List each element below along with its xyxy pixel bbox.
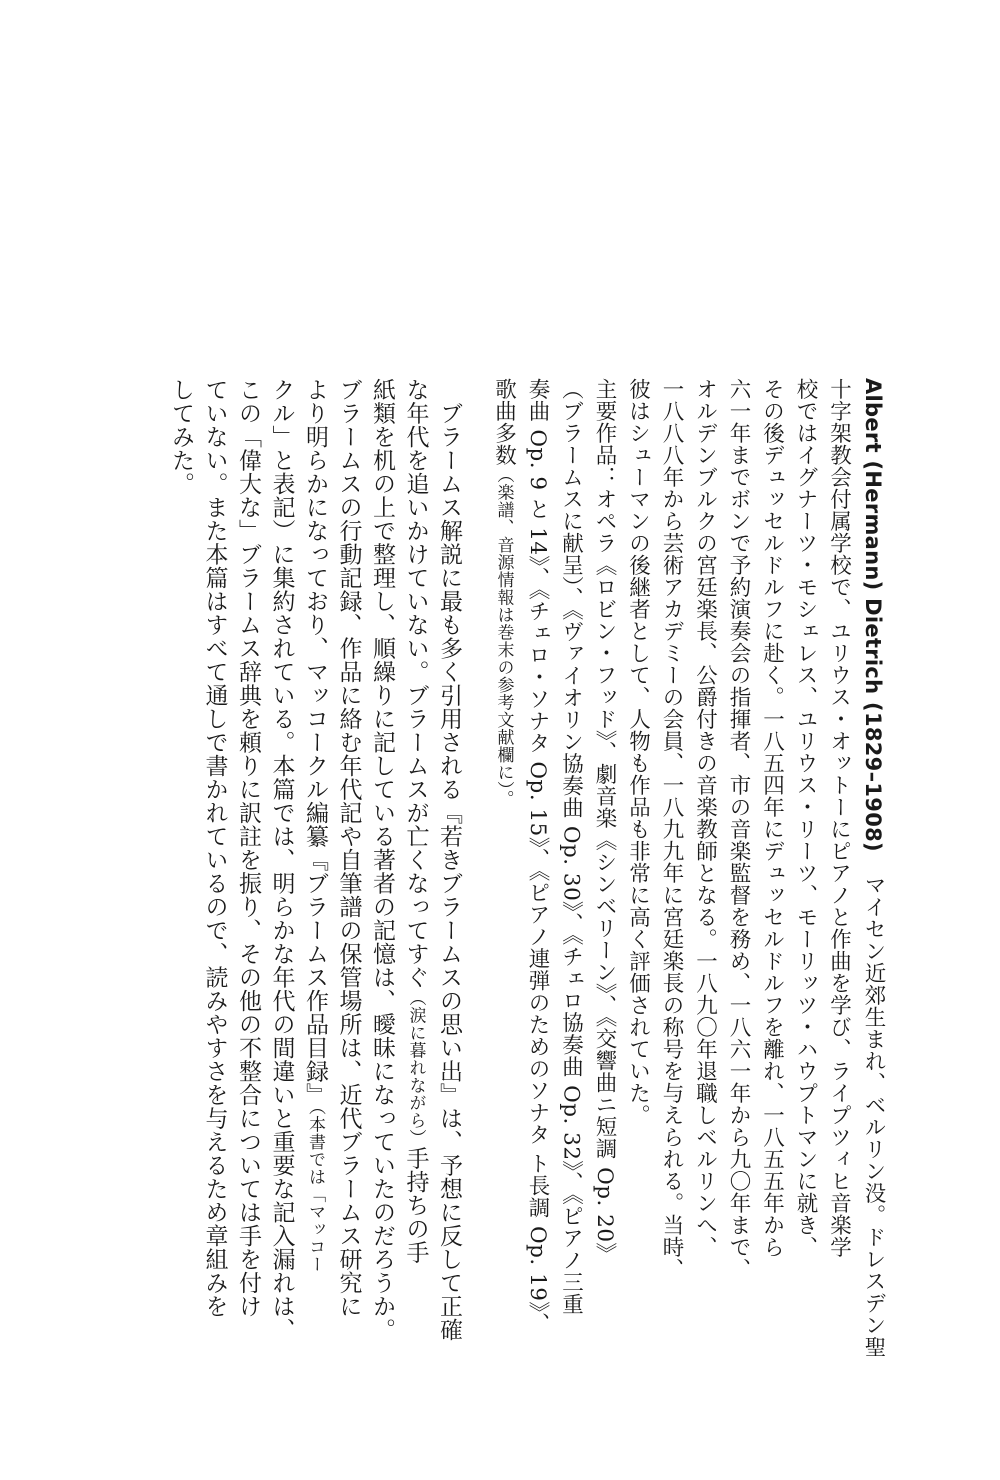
bio-line-5: 六一年までボンで予約演奏会の指揮者、市の音楽監督を務め、一八六一年から九〇年まで、: [726, 378, 751, 1280]
essay-line-6: クル」と表記）に集約されている。本篇では、明らかな年代の間違いと重要な記入漏れは、: [268, 378, 295, 1342]
essay-line-2-tail: 手持ちの手: [402, 1146, 429, 1264]
works-line-3: 奏曲 Op. 9 と 14》、《チェロ・ソナタ Op. 15》、《ピアノ連弾のためのソナタ ト長調 Op. 19》、: [525, 378, 550, 1335]
biography-block: [486, 378, 890, 1358]
works-label: 主要作品：: [592, 378, 617, 488]
bio-line-8: 彼はシューマンの後継者として、人物も作品も非常に高く評価されていた。: [625, 378, 651, 1126]
works-line-4: [486, 378, 521, 1138]
essay-line-2-note: （涙に暮れながら）: [405, 989, 426, 1147]
essay-block: [164, 378, 466, 1342]
essay-line-5-head: より明らかになっており、マッコークル編纂『ブラームス作品目録』: [302, 378, 328, 1107]
bio-line-2: 十字架教会付属学校で、ユリウス・オットーにピアノと作曲を学び、ライプツィヒ音楽学: [826, 378, 852, 1258]
works-line-2: （ブラームスに献呈）、《ヴァイオリン協奏曲 Op. 30》、《チェロ協奏曲 Op. 32》、《ピアノ三重: [558, 378, 584, 1315]
essay-line-9: してみた。: [168, 378, 194, 496]
bio-line-1: [856, 378, 891, 1358]
essay-line-2-head: な年代を追いかけていない。ブラームスが亡くなってすぐ: [402, 378, 429, 989]
composer-name: Albert (Hermann) Dietrich (1829–1908): [861, 378, 885, 852]
essay-line-4: ブラームスの行動記録、作品に絡む年代記や自筆譜の保管場所は、近代ブラームス研究に: [335, 378, 362, 1318]
bio-line-3: 校ではイグナーツ・モシェレス、ユリウス・リーツ、モーリッツ・ハウプトマンに就き、: [793, 378, 818, 1258]
bio-line-7: 一八八八年から芸術アカデミーの会員、一八九九年に宮廷楽長の称号を与えられる。当時、: [659, 378, 684, 1280]
essay-line-1: ブラームス解説に最も多く引用される『若きブラームスの思い出』は、予想に反して正確: [436, 378, 462, 1342]
bio-line-6: オルデンブルクの宮廷楽長、公爵付きの音楽教師となる。一八九〇年退職しベルリンへ、: [692, 378, 718, 1258]
bio-line-4: その後デュッセルドルフに赴く。一八五四年にデュッセルドルフを離れ、一八五五年から: [759, 378, 785, 1258]
essay-line-5: [298, 378, 332, 1273]
essay-line-5-note: （本書では「マッコー: [305, 1106, 325, 1273]
essay-line-3: 紙類を机の上で整理し、順繰りに記している著者の記憶は、曖昧になっていたのだろうか。: [369, 378, 395, 1342]
works-note: （楽譜、音源情報は巻末の参考文献欄に）。: [493, 466, 514, 808]
essay-line-2: [398, 378, 432, 1264]
works-last: 歌曲多数: [491, 378, 517, 466]
works-line-1: [588, 378, 622, 1265]
essay-line-7: この「偉大な」ブラームス辞典を頼りに訳註を振り、その他の不整合については手を付け: [235, 378, 261, 1318]
essay-line-8: ていない。また本篇はすべて通しで書かれているので、読みやすさを与えるため章組みを: [201, 378, 228, 1318]
works-text-1: オペラ《ロビン・フッド》、劇音楽《シンベリーン》、《交響曲ニ短調 Op. 20》: [592, 488, 617, 1265]
bio-intro-text: マイセン近郊生まれ、ベルリン没。ドレスデン聖: [861, 851, 886, 1358]
